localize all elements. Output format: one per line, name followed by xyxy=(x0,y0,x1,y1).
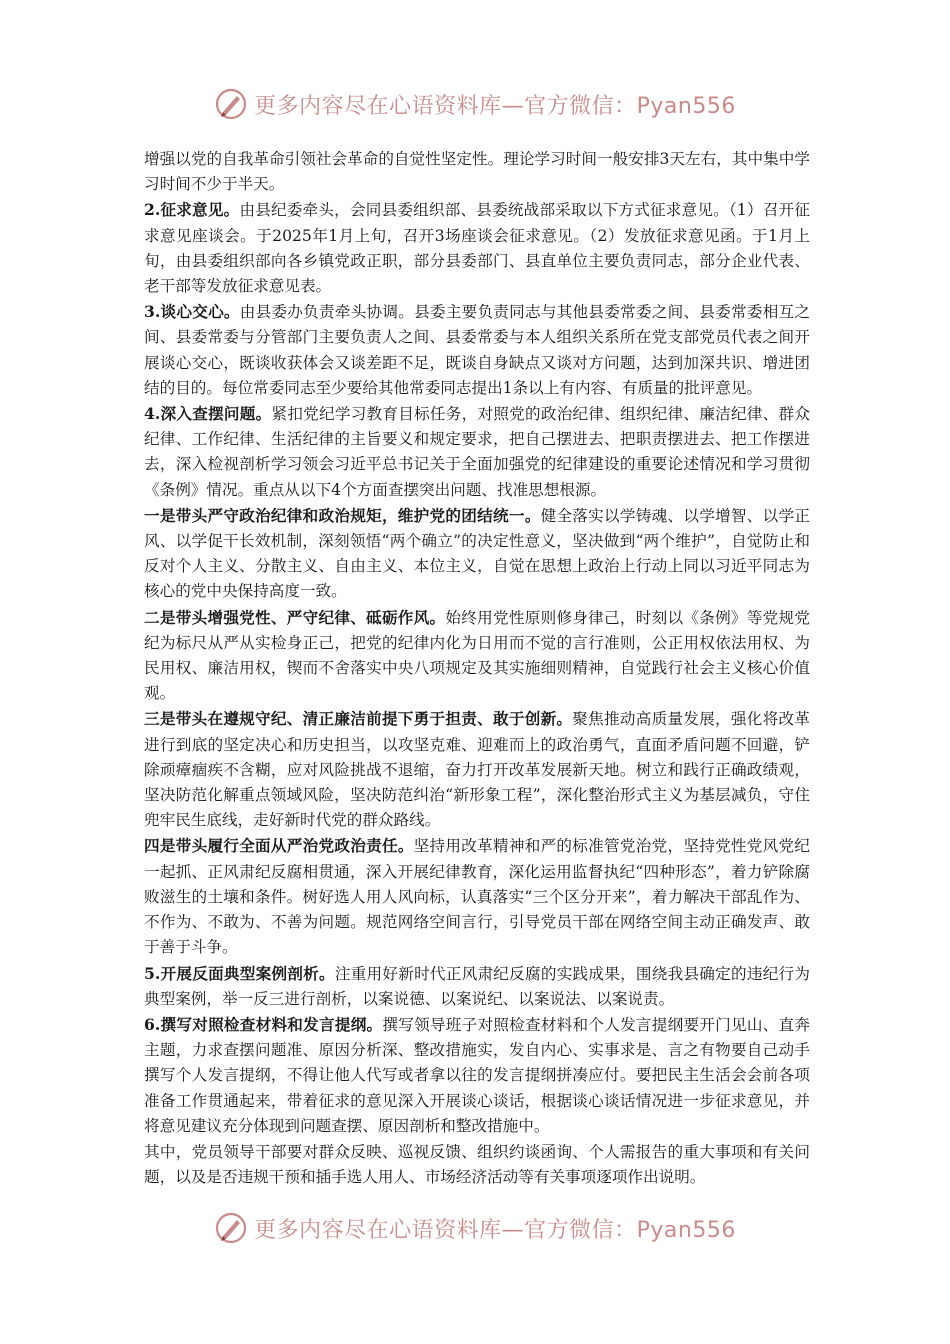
paragraph: 增强以党的自我革命引领社会革命的自觉性坚定性。理论学习时间一般安排3天左右，其中集中学习时间不少于半天。 xyxy=(144,150,810,194)
pen-logo-icon xyxy=(214,1211,248,1245)
footer-banner xyxy=(0,1208,950,1248)
paragraph: 三是带头在遵规守纪、清正廉洁前提下勇于担责、敢于创新。聚焦推动高质量发展，强化将改革进行到底的坚定决心和历史担当，以攻坚克难、迎难而上的政治勇气，直面矛盾问题不回避，铲除顽瘴痼疾不含糊，应对风险挑战不退缩，奋力打开改革发展新天地。树立和践行正确政绩观，坚决防范化解重点领域风险，坚决防范纠治“新形象工程”，深化整治形式主义为基层减负，守住兜牢民生底线，走好新时代党的群众路线。 xyxy=(144,709,810,830)
banner-text: 更多内容尽在心语资料库—官方微信：Pyan556 xyxy=(254,1217,736,1243)
paragraph: 二是带头增强党性、严守纪律、砥砺作风。始终用党性原则修身律己，时刻以《条例》等党规党纪为标尺从严从实检身正己，把党的纪律内化为日用而不觉的言行准则，公正用权依法用权、为民用权、廉洁用权，锲而不舍落实中央八项规定及其实施细则精神，自觉践行社会主义核心价值观。 xyxy=(144,607,810,703)
paragraph: 其中，党员领导干部要对群众反映、巡视反馈、组织约谈函询、个人需报告的重大事项和有关问题，以及是否违规干预和插手选人用人、市场经济活动等有关事项逐项作出说明。 xyxy=(144,1142,810,1187)
document-body xyxy=(144,146,810,1190)
paragraph: 2.征求意见。由县纪委牵头，会同县委组织部、县委统战部采取以下方式征求意见。（1）召开征求意见座谈会。于2025年1月上旬，召开3场座谈会征求意见。（2）发放征求意见函。于1月上旬，由县委组织部向各乡镇党政正职，部分县委部门、县直单位主要负责同志，部分企业代表、老干部等发放征求意见表。 xyxy=(144,200,811,296)
paragraph: 4.深入查摆问题。紧扣党纪学习教育目标任务，对照党的政治纪律、组织纪律、廉洁纪律、群众纪律、工作纪律、生活纪律的主旨要义和规定要求，把自己摆进去、把职责摆进去、把工作摆进去，深入检视剖析学习领会习近平总书记关于全面加强党的纪律建设的重要论述情况和学习贯彻《条例》情况。重点从以下4个方面查摆突出问题、找准思想根源。 xyxy=(144,404,810,499)
banner-text: 更多内容尽在心语资料库—官方微信：Pyan556 xyxy=(254,93,736,119)
paragraph: 6.撰写对照检查材料和发言提纲。撰写领导班子对照检查材料和个人发言提纲要开门见山、直奔主题，力求查摆问题准、原因分析深、整改措施实，发自内心、实事求是、言之有物要自己动手撰写个人发言提纲，不得让他人代写或者拿以往的发言提纲拼凑应付。要把民主生活会会前各项准备工作贯通起来，带着征求的意见深入开展谈心谈话，根据谈心谈话情况进一步征求意见，并将意见建议充分体现到问题查摆、原因剖析和整改措施中。 xyxy=(144,1014,810,1135)
paragraph: 一是带头严守政治纪律和政治规矩，维护党的团结统一。健全落实以学铸魂、以学增智、以学正风、以学促干长效机制，深刻领悟“两个确立”的决定性意义，坚决做到“两个维护”，自觉防止和反对个人主义、分散主义、自由主义、本位主义，自觉在思想上政治上行动上同以习近平同志为核心的党中央保持高度一致。 xyxy=(144,505,810,601)
paragraph: 3.谈心交心。由县委办负责牵头协调。县委主要负责同志与其他县委常委之间、县委常委相互之间、县委常委与分管部门主要负责人之间、县委常委与本人组织关系所在党支部党员代表之间开展谈心交心，既谈收获体会又谈差距不足，既谈自身缺点又谈对方问题，达到加深共识、增进团结的目的。每位常委同志至少要给其他常委同志提出1条以上有内容、有质量的批评意见。 xyxy=(144,302,810,397)
paragraph: 四是带头履行全面从严治党政治责任。坚持用改革精神和严的标准管党治党，坚持党性党风党纪一起抓、正风肃纪反腐相贯通，深入开展纪律教育，深化运用监督执纪“四种形态”，着力铲除腐败滋生的土壤和条件。树好选人用人风向标，认真落实“三个区分开来”，着力解决干部乱作为、不作为、不敢为、不善为问题。规范网络空间言行，引导党员干部在网络空间主动正确发声、敢于善于斗争。 xyxy=(144,836,810,957)
pen-logo-icon xyxy=(214,87,248,121)
header-banner xyxy=(0,84,950,124)
paragraph: 5.开展反面典型案例剖析。注重用好新时代正风肃纪反腐的实践成果，围绕我县确定的违纪行为典型案例，举一反三进行剖析，以案说德、以案说纪、以案说法、以案说责。 xyxy=(144,963,810,1008)
